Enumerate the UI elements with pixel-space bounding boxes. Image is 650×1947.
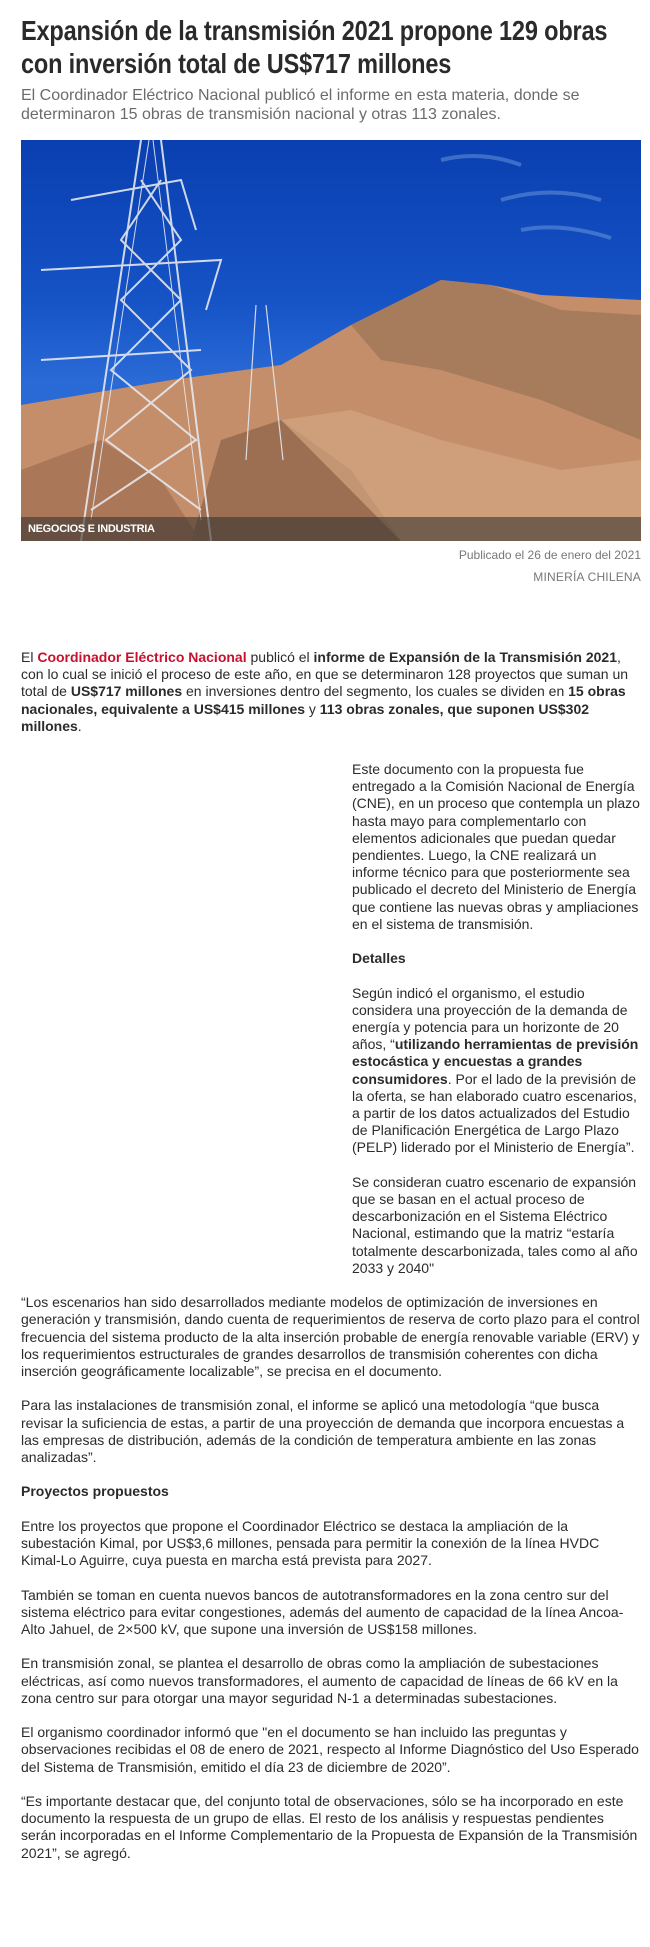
- bold-text: US$717 millones: [70, 683, 183, 700]
- article-title: Expansión de la transmisión 2021 propone 129 obras con inversión total de US$717 millones: [21, 15, 608, 79]
- heading-text: Proyectos propuestos: [21, 1483, 169, 1500]
- text: en inversiones dentro del segmento, los cuales se dividen en: [182, 683, 569, 700]
- paragraph: Este documento con la propuesta fue entregado a la Comisión Nacional de Energía (CNE), en un proceso que contempla un plazo hasta mayo para complementarlo con elementos adicionales que puedan quedar pendientes. Luego, la CNE realizará un informe técnico para que posteriormente sea publicado el decreto del Ministerio de Energía que contiene las nuevas obras y ampliaciones en el sistema de transmisión.: [352, 761, 640, 932]
- paragraph-intro: [21, 649, 641, 735]
- text: .: [77, 717, 82, 734]
- source-label: MINERÍA CHILENA: [533, 570, 641, 584]
- text: Según indicó el organismo, el estudio considera una proyección de la demanda de energía y potencia para un horizonte de 20 años, “: [352, 984, 628, 1053]
- paragraph: Se consideran cuatro escenario de expansión que se basan en el actual proceso de descarbonización en el Sistema Eléctrico Nacional, estimando que la matriz “estaría totalmente descarbonizada, tales como al año 2033 y 2040": [352, 1173, 638, 1276]
- paragraph: El organismo coordinador informó que "en el documento se han incluido las preguntas y observaciones recibidas el 08 de enero de 2021, respecto al Informe Diagnóstico del Uso Esperado del Sistema de Transmisión, emitido el día 23 de diciembre de 2020”.: [21, 1724, 639, 1775]
- bold-text: 15 obras nacionales, equivalente a US$415 millones: [21, 683, 626, 717]
- paragraph: Entre los proyectos que propone el Coordinador Eléctrico se destaca la ampliación de la subestación Kimal, por US$3,6 millones, pensada para permitir la conexión de la línea HVDC Kimal-Lo Aguirre, cuya puesta en marcha está prevista para 2027.: [21, 1517, 600, 1569]
- published-date: Publicado el 26 de enero del 2021: [458, 548, 641, 562]
- hero-image: [21, 140, 641, 541]
- bold-text: utilizando herramientas de previsión estocástica y encuestas a grandes consumidores: [352, 1036, 639, 1087]
- section-heading-proyectos: [21, 1483, 641, 1500]
- title-box: [21, 14, 643, 80]
- paragraph: “Los escenarios han sido desarrollados mediante modelos de optimización de inversiones en generación y transmisión, dando cuenta de requerimientos de reserva de corto plazo para el control frecuencia del sistema producto de la alta inserción probable de energía renovable variable (ERV) y los requerimientos estructurales de grandes desarrollos de transmisión coherentes con dicha inserción geográficamente localizable”, se precisa en el documento.: [21, 1294, 640, 1380]
- paragraph: “Es importante destacar que, del conjunto total de observaciones, sólo se ha incorporado en este documento la respuesta de un grupo de ellas. El resto de los análisis y respuestas pendientes serán incorporadas en el Informe Complementario de la Propuesta de Expansión de la Transmisión 2021”, se agregó.: [21, 1793, 638, 1861]
- category-label[interactable]: NEGOCIOS E INDUSTRIA: [28, 523, 155, 535]
- text: y: [305, 700, 320, 717]
- bold-text: informe de Expansión de la Transmisión 2021: [313, 649, 617, 665]
- article-body: [21, 649, 641, 1879]
- paragraph: También se toman en cuenta nuevos bancos de autotransformadores en la zona centro sur del sistema eléctrico para evitar congestiones, además del aumento de capacidad de la línea Ancoa-Alto Jahuel, de 2×500 kV, que supone una inversión de US$158 millones.: [21, 1586, 624, 1638]
- text: El: [21, 649, 38, 665]
- bold-text: 113 obras zonales, que suponen US$302 millones: [21, 700, 590, 734]
- text: . Por el lado de la previsión de la oferta, se han elaborado cuatro escenarios, a partir de los datos actualizados del Estudio de Planificación Energética de Largo Plazo (PELP) liderado por el Ministerio de Energía”.: [352, 1070, 637, 1156]
- text: , con lo cual se inició el proceso de este año, en que se determinaron 128 proyectos que suman un total de: [21, 649, 629, 700]
- coordinador-link[interactable]: Coordinador Eléctrico Nacional: [37, 649, 247, 665]
- text: publicó el: [246, 649, 314, 665]
- heading-text: Detalles: [352, 950, 406, 967]
- empty-media-slot: [21, 761, 352, 1291]
- paragraph: En transmisión zonal, se plantea el desarrollo de obras como la ampliación de subestaciones eléctricas, así como nuevos transformadores, el aumento de capacidad de líneas de 66 kV en la zona centro sur para otorgar una mayor seguridad N-1 a determinadas subestaciones.: [21, 1655, 618, 1706]
- article-subtitle: El Coordinador Eléctrico Nacional publicó el informe en esta materia, donde se determinaron 15 obras de transmisión nacional y otras 113 zonales.: [21, 87, 580, 123]
- category-bar: [21, 517, 641, 541]
- paragraph: Para las instalaciones de transmisión zonal, el informe se aplicó una metodología “que busca revisar la suficiencia de estas, a partir de una proyección de demanda que incorpora encuestas a las empresas de distribución, además de la condición de temperatura ambiente en las zonas analizadas”.: [21, 1397, 625, 1466]
- transmission-tower-landscape-image: [21, 140, 641, 541]
